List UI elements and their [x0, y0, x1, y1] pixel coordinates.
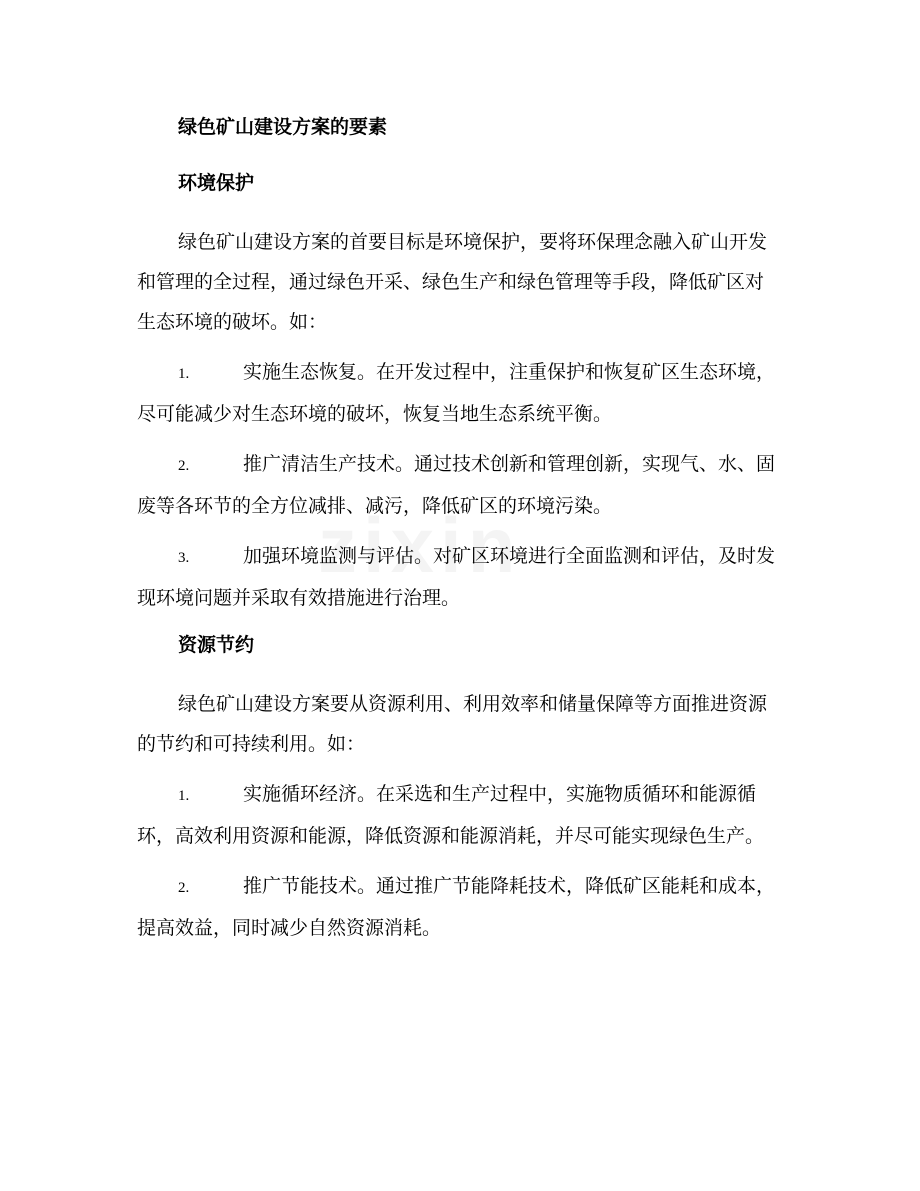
list-item	[137, 444, 777, 526]
list-item-text: 实施生态恢复。在开发过程中，注重保护和恢复矿区生态环境，尽可能减少对生态环境的破坏，恢复当地生态系统平衡。	[137, 361, 776, 425]
section-heading-environment: 环境保护	[178, 172, 255, 194]
document-title: 绿色矿山建设方案的要素	[178, 116, 388, 138]
list-item-number: 1.	[178, 788, 190, 804]
list-item	[137, 774, 777, 856]
list-item-text: 实施循环经济。在采选和生产过程中，实施物质循环和能源循环，高效利用资源和能源，降低资源和能源消耗，并尽可能实现绿色生产。	[137, 783, 765, 847]
list-item-number: 2.	[178, 458, 190, 474]
section-heading-resources: 资源节约	[178, 634, 255, 656]
list-item	[137, 866, 777, 948]
list-item-number: 1.	[178, 366, 190, 382]
section-intro-resources: 绿色矿山建设方案要从资源利用、利用效率和储量保障等方面推进资源的节约和可持续利用。如：	[137, 693, 768, 755]
list-item-number: 2.	[178, 880, 190, 896]
list-item	[137, 352, 777, 434]
section-intro-environment: 绿色矿山建设方案的首要目标是环境保护，要将环保理念融入矿山开发和管理的全过程，通过绿色开采、绿色生产和绿色管理等手段，降低矿区对生态环境的破坏。如：	[137, 231, 768, 333]
list-item-number: 3.	[178, 550, 190, 566]
list-item	[137, 536, 777, 618]
list-item-text: 加强环境监测与评估。对矿区环境进行全面监测和评估，及时发现环境问题并采取有效措施进行治理。	[137, 545, 776, 609]
list-item-text: 推广清洁生产技术。通过技术创新和管理创新，实现气、水、固废等各环节的全方位减排、减污，降低矿区的环境污染。	[137, 453, 776, 517]
list-item-text: 推广节能技术。通过推广节能降耗技术，降低矿区能耗和成本，提高效益，同时减少自然资源消耗。	[137, 875, 776, 939]
document-body	[137, 110, 777, 958]
